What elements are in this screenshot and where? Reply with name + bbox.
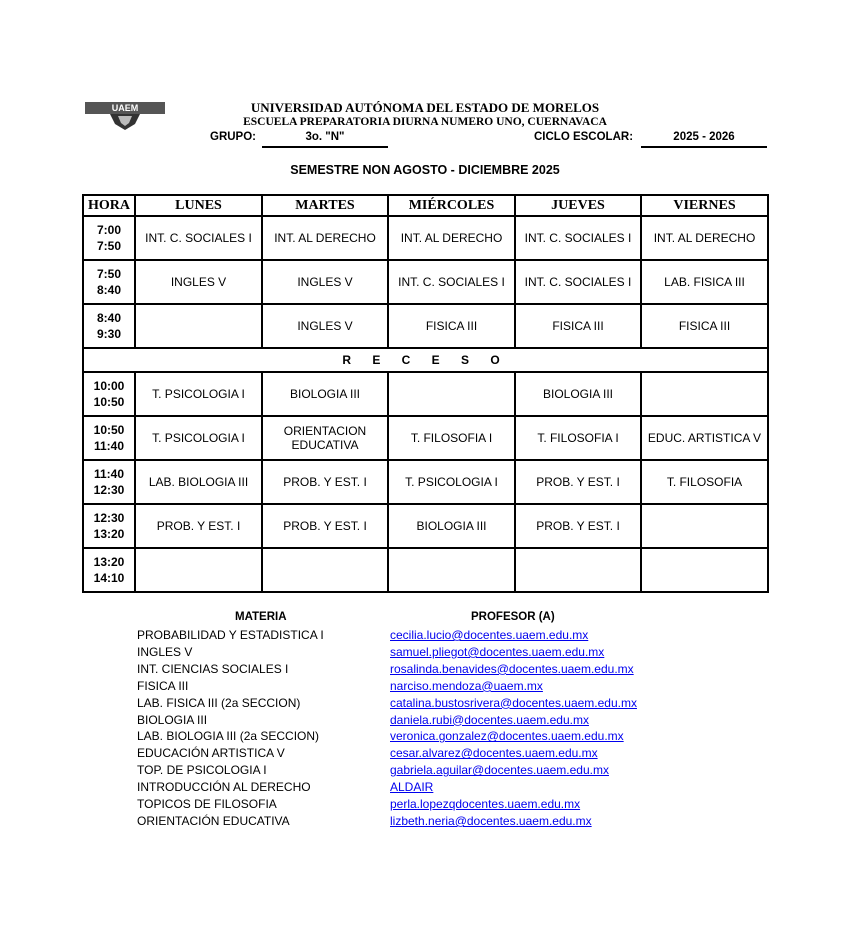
time-slot [83, 260, 135, 304]
class-cell [135, 304, 262, 348]
time-end: 7:50 [96, 239, 122, 253]
class-cell: T. PSICOLOGIA I [135, 372, 262, 416]
class-cell [388, 372, 515, 416]
time-slot [83, 372, 135, 416]
class-cell: FISICA III [515, 304, 641, 348]
time-slot [83, 460, 135, 504]
class-cell: INT. C. SOCIALES I [515, 216, 641, 260]
time-start: 13:20 [93, 555, 125, 569]
time-end: 10:50 [93, 395, 125, 409]
class-cell: INGLES V [262, 304, 388, 348]
time-slot [83, 504, 135, 548]
class-cell: T. PSICOLOGIA I [388, 460, 515, 504]
logo-text: UAEM [111, 103, 139, 113]
grupo-value: 3o. "N" [262, 131, 388, 148]
grupo-label: GRUPO: [210, 131, 256, 143]
schedule-row [83, 372, 768, 416]
class-cell: INT. C. SOCIALES I [388, 260, 515, 304]
materia-item: TOP. DE PSICOLOGIA I [137, 763, 267, 778]
schedule-row [83, 216, 768, 260]
materia-item: INGLES V [137, 644, 193, 659]
header-lunes: LUNES [135, 195, 262, 216]
class-cell: FISICA III [641, 304, 768, 348]
university-title: UNIVERSIDAD AUTÓNOMA DEL ESTADO DE MORELOS [250, 100, 600, 115]
profesor-email-link[interactable]: samuel.pliegot@docentes.uaem.edu.mx [390, 644, 605, 659]
header-hora: HORA [83, 195, 135, 216]
class-cell [388, 548, 515, 592]
time-start: 7:00 [96, 223, 122, 237]
class-cell: T. FILOSOFIA [641, 460, 768, 504]
class-cell: T. PSICOLOGIA I [135, 416, 262, 460]
profesor-email-link[interactable]: catalina.bustosrivera@docentes.uaem.edu.mx [390, 695, 637, 710]
materia-item: EDUCACIÓN ARTISTICA V [137, 746, 285, 761]
schedule-table [82, 194, 769, 593]
profesor-email-link[interactable]: rosalinda.benavides@docentes.uaem.edu.mx [390, 661, 634, 676]
class-cell [641, 504, 768, 548]
time-start: 11:40 [93, 467, 125, 481]
schedule-row [83, 548, 768, 592]
class-cell: INT. C. SOCIALES I [135, 216, 262, 260]
profesor-email-link[interactable]: lizbeth.neria@docentes.uaem.edu.mx [390, 813, 592, 828]
ciclo-value: 2025 - 2026 [641, 131, 767, 148]
materia-header: MATERIA [235, 611, 287, 623]
class-cell: INGLES V [262, 260, 388, 304]
time-end: 11:40 [93, 439, 125, 453]
materia-item: ORIENTACIÓN EDUCATIVA [137, 813, 290, 828]
class-cell: LAB. FISICA III [641, 260, 768, 304]
receso-row [83, 348, 768, 372]
materia-item: TOPICOS DE FILOSOFIA [137, 797, 277, 812]
profesor-list [390, 627, 637, 830]
class-cell [135, 548, 262, 592]
profesor-email-link[interactable]: ALDAIR [390, 780, 434, 795]
time-start: 8:40 [96, 311, 122, 325]
time-end: 13:20 [93, 527, 125, 541]
profesor-email-link[interactable]: perla.lopezqdocentes.uaem.edu.mx [390, 797, 581, 812]
school-title: ESCUELA PREPARATORIA DIURNA NUMERO UNO, CUERNAVACA [243, 116, 607, 128]
header-viernes: VIERNES [641, 195, 768, 216]
ciclo-label: CICLO ESCOLAR: [534, 131, 634, 143]
time-end: 12:30 [93, 483, 125, 497]
profesor-email-link[interactable]: cecilia.lucio@docentes.uaem.edu.mx [390, 628, 589, 642]
class-cell [641, 372, 768, 416]
class-cell: PROB. Y EST. I [262, 460, 388, 504]
schedule-header-row [83, 195, 768, 216]
materia-item: LAB. FISICA III (2a SECCION) [137, 695, 301, 710]
materia-item: BIOLOGIA III [137, 712, 208, 727]
profesor-header: PROFESOR (A) [471, 611, 555, 623]
materia-item: LAB. BIOLOGIA III (2a SECCION) [137, 729, 320, 744]
class-cell: BIOLOGIA III [262, 372, 388, 416]
schedule-row [83, 460, 768, 504]
header-jueves: JUEVES [515, 195, 641, 216]
time-slot [83, 548, 135, 592]
schedule-row [83, 304, 768, 348]
time-slot [83, 304, 135, 348]
profesor-email-link[interactable]: daniela.rubi@docentes.uaem.edu.mx [390, 712, 589, 727]
time-end: 8:40 [96, 283, 122, 297]
class-cell: INT. AL DERECHO [641, 216, 768, 260]
class-cell: PROB. Y EST. I [515, 504, 641, 548]
receso-label: R E C E S O [83, 348, 768, 372]
time-start: 12:30 [93, 511, 125, 525]
schedule-row [83, 416, 768, 460]
time-start: 10:00 [93, 379, 125, 393]
header-martes: MARTES [262, 195, 388, 216]
profesor-email-link[interactable]: veronica.gonzalez@docentes.uaem.edu.mx [390, 729, 624, 744]
uaem-logo [85, 100, 165, 132]
class-cell: PROB. Y EST. I [262, 504, 388, 548]
class-cell: PROB. Y EST. I [135, 504, 262, 548]
class-cell: INT. AL DERECHO [262, 216, 388, 260]
time-end: 9:30 [96, 327, 122, 341]
class-cell: BIOLOGIA III [388, 504, 515, 548]
header-miercoles: MIÉRCOLES [388, 195, 515, 216]
class-cell: INT. C. SOCIALES I [515, 260, 641, 304]
materia-item: FISICA III [137, 678, 189, 693]
class-cell: PROB. Y EST. I [515, 460, 641, 504]
materia-item: INT. CIENCIAS SOCIALES I [137, 661, 289, 676]
class-cell [262, 548, 388, 592]
class-cell: ORIENTACION EDUCATIVA [262, 416, 388, 460]
time-slot [83, 216, 135, 260]
class-cell: T. FILOSOFIA I [515, 416, 641, 460]
class-cell: EDUC. ARTISTICA V [641, 416, 768, 460]
class-cell: T. FILOSOFIA I [388, 416, 515, 460]
class-cell: FISICA III [388, 304, 515, 348]
profesor-email-link[interactable]: narciso.mendoza@uaem.mx [390, 678, 543, 693]
semester-title: SEMESTRE NON AGOSTO - DICIEMBRE 2025 [290, 163, 560, 177]
materia-list [137, 627, 324, 830]
class-cell [515, 548, 641, 592]
schedule-row [83, 260, 768, 304]
class-cell: LAB. BIOLOGIA III [135, 460, 262, 504]
class-cell [641, 548, 768, 592]
materia-item: INTRODUCCIÓN AL DERECHO [137, 780, 311, 795]
time-slot [83, 416, 135, 460]
time-end: 14:10 [93, 571, 125, 585]
profesor-email-link[interactable]: cesar.alvarez@docentes.uaem.edu.mx [390, 746, 598, 761]
class-cell: INT. AL DERECHO [388, 216, 515, 260]
class-cell: INGLES V [135, 260, 262, 304]
profesor-email-link[interactable]: gabriela.aguilar@docentes.uaem.edu.mx [390, 763, 609, 778]
class-cell: BIOLOGIA III [515, 372, 641, 416]
schedule-row [83, 504, 768, 548]
time-start: 7:50 [96, 267, 122, 281]
time-start: 10:50 [93, 423, 125, 437]
materia-item: PROBABILIDAD Y ESTADISTICA I [137, 628, 324, 642]
